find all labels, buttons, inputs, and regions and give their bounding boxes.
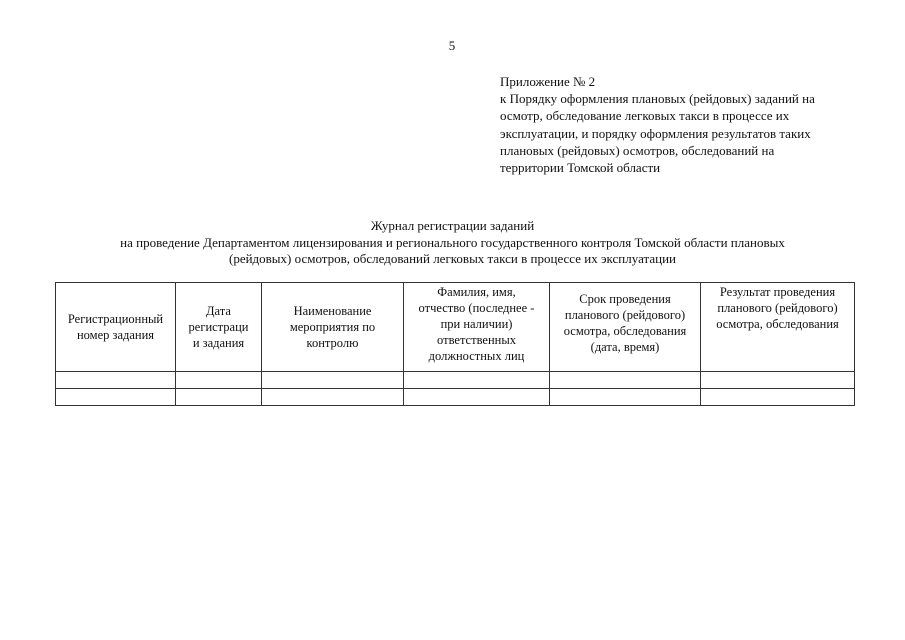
header-line: планового (рейдового) [717,301,838,315]
title-line: на проведение Департаментом лицензирования и регионального государственного контроля Томской области плановых [120,234,785,250]
header-line: Регистрационный [67,312,164,326]
appendix-line: к Порядку оформления плановых (рейдовых) заданий на [500,91,815,107]
page-number: 5 [448,38,456,53]
journal-table [55,282,855,406]
appendix-line: эксплуатации, и порядку оформления результатов таких [500,125,811,141]
header-responsible-officials [404,283,550,372]
table-cell [550,372,701,389]
table-cell [262,372,404,389]
table-cell [701,389,855,406]
header-registration-date [176,283,262,372]
table-cell [176,389,262,406]
header-line: ответственных [437,333,516,347]
journal-title [0,218,905,268]
header-line: Фамилия, имя, [437,285,516,299]
title-line: (рейдовых) осмотров, обследований легковых такси в процессе их эксплуатации [229,251,676,266]
header-line: осмотра, обследования [716,317,839,331]
header-line: при наличии) [440,317,513,331]
header-line: должностных лиц [428,349,525,363]
header-line: (дата, время) [590,340,660,354]
header-line: отчество (последнее - [418,301,535,315]
header-line: Дата [206,304,231,318]
header-line: номер задания [76,328,155,342]
table-cell [404,389,550,406]
appendix-line: осмотр, обследование легковых такси в процессе их [500,108,790,124]
header-line: Срок проведения [579,292,671,306]
header-line: мероприятия по [289,320,376,334]
table-cell [56,389,176,406]
header-line: Результат проведения [719,285,836,299]
header-line: Наименование [293,304,372,318]
header-line: и задания [192,336,245,350]
table-cell [550,389,701,406]
header-line: регистраци [188,320,249,334]
table-row [56,389,855,406]
appendix-line: территории Томской области [500,160,661,176]
table-header-row [56,283,855,372]
table-cell [262,389,404,406]
title-line: Журнал регистрации заданий [370,218,535,233]
table-cell [404,372,550,389]
table-cell [56,372,176,389]
appendix-line: Приложение № 2 [500,74,596,89]
header-inspection-period [550,283,701,372]
appendix-line: плановых (рейдовых) осмотров, обследований на [500,142,775,158]
header-registration-number [56,283,176,372]
table-cell [176,372,262,389]
table-cell [701,372,855,389]
header-line: контролю [306,336,359,350]
header-inspection-result [701,283,855,372]
table-row [56,372,855,389]
header-line: планового (рейдового) [564,308,686,322]
appendix-caption [500,73,870,176]
header-line: осмотра, обследования [563,324,687,338]
header-event-name [262,283,404,372]
